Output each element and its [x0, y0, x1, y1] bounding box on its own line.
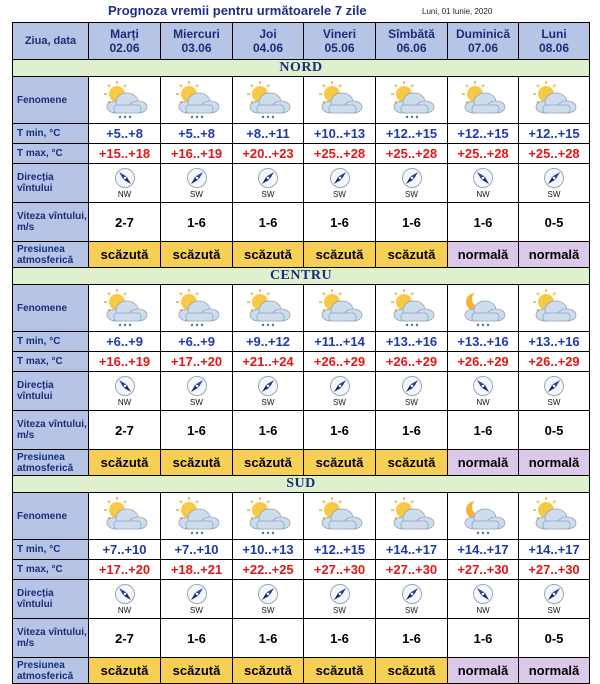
wind-direction-cell	[89, 580, 161, 619]
weather-cell	[161, 493, 233, 540]
tmin-label: T min, °C	[13, 540, 89, 560]
wind-speed-value: 1-6	[448, 411, 519, 450]
wind-direction-cell	[161, 580, 233, 619]
wind-compass-icon	[472, 583, 494, 605]
header-row	[13, 23, 590, 60]
wind-direction-cell	[448, 372, 519, 411]
day-name: Sîmbătă	[388, 27, 435, 41]
day-header	[89, 23, 161, 60]
weather-cell	[233, 285, 304, 332]
tmax-value: +27..+30	[448, 560, 519, 580]
wind-direction-cell	[519, 580, 590, 619]
region-name: SUD	[13, 476, 590, 493]
moon-cloud-rain-icon	[454, 288, 512, 328]
tmax-value: +17..+20	[89, 560, 161, 580]
pres-row	[13, 658, 590, 684]
pressure-value: scăzută	[304, 242, 376, 268]
wind-direction-label: SW	[547, 606, 561, 615]
pressure-value: scăzută	[89, 450, 161, 476]
tmin-value: +9..+12	[233, 332, 304, 352]
wind-compass-icon	[186, 583, 208, 605]
wind-speed-value: 1-6	[233, 619, 304, 658]
weather-cell	[519, 77, 590, 124]
pressure-value: scăzută	[161, 242, 233, 268]
dir-label: Direcția vîntului	[13, 580, 89, 619]
weather-cell	[376, 493, 448, 540]
wind-direction-label: SW	[405, 398, 418, 407]
sun-cloud-rain-icon	[168, 80, 226, 120]
wind-row	[13, 411, 590, 450]
wind-direction-cell	[304, 164, 376, 203]
tmax-value: +25..+28	[519, 144, 590, 164]
wind-direction-label: SW	[547, 190, 561, 199]
tmax-value: +15..+18	[89, 144, 161, 164]
current-date: Luni, 01 Iunie, 2020	[422, 7, 493, 16]
day-name: Marți	[110, 27, 139, 41]
pressure-value: normală	[519, 242, 590, 268]
wind-compass-icon	[186, 375, 208, 397]
tmax-value: +25..+28	[448, 144, 519, 164]
pressure-value: normală	[519, 658, 590, 684]
wind-direction	[448, 583, 518, 615]
wind-direction	[161, 375, 232, 407]
pressure-value: scăzută	[89, 658, 161, 684]
fenomene-label: Fenomene	[13, 285, 89, 332]
wind-compass-icon	[401, 375, 423, 397]
wind-direction-label: NW	[476, 398, 490, 407]
day-date: 03.06	[181, 41, 212, 55]
fenomene-row	[13, 493, 590, 540]
day-name: Miercuri	[173, 27, 220, 41]
weather-cell	[161, 77, 233, 124]
weather-cell	[89, 493, 161, 540]
wind-speed-value: 0-5	[519, 619, 590, 658]
tmin-value: +7..+10	[89, 540, 161, 560]
day-date: 04.06	[252, 41, 284, 55]
sun-cloud-rain-icon	[383, 80, 441, 120]
pressure-value: normală	[448, 450, 519, 476]
wind-direction-label: NW	[117, 190, 132, 199]
wind-direction	[89, 167, 160, 199]
weather-cell	[376, 77, 448, 124]
wind-speed-value: 1-6	[161, 411, 233, 450]
wind-direction	[161, 583, 232, 615]
wind-compass-icon	[472, 375, 494, 397]
wind-direction-cell	[376, 372, 448, 411]
fenomene-row	[13, 77, 590, 124]
tmax-value: +16..+19	[161, 144, 233, 164]
region-name: NORD	[13, 60, 590, 77]
page-title: Prognoza vremii pentru următoarele 7 zile	[108, 3, 367, 18]
wind-direction	[233, 583, 303, 615]
wind-direction-cell	[161, 372, 233, 411]
weather-cell	[89, 285, 161, 332]
wind-label: Viteza vîntului, m/s	[13, 203, 89, 242]
wind-direction	[448, 375, 518, 407]
wind-compass-icon	[401, 583, 423, 605]
day-date: 05.06	[324, 41, 355, 55]
weather-cell	[161, 285, 233, 332]
tmin-value: +10..+13	[233, 540, 304, 560]
tmax-value: +21..+24	[233, 352, 304, 372]
sun-cloud-icon	[311, 496, 369, 536]
pressure-value: scăzută	[304, 450, 376, 476]
wind-compass-icon	[472, 167, 494, 189]
day-header	[376, 23, 448, 60]
tmax-value: +22..+25	[233, 560, 304, 580]
tmax-row	[13, 352, 590, 372]
tmax-value: +16..+19	[89, 352, 161, 372]
pressure-value: normală	[448, 658, 519, 684]
tmin-value: +13..+16	[519, 332, 590, 352]
region-row	[13, 476, 590, 493]
tmin-label: T min, °C	[13, 124, 89, 144]
sun-cloud-icon	[383, 496, 441, 536]
weather-cell	[448, 493, 519, 540]
wind-direction-label: SW	[261, 190, 275, 199]
wind-direction	[376, 375, 447, 407]
pres-label: Presiunea atmosferică	[13, 242, 89, 268]
wind-compass-icon	[329, 375, 351, 397]
tmin-value: +5..+8	[89, 124, 161, 144]
pressure-value: scăzută	[304, 658, 376, 684]
tmax-value: +26..+29	[304, 352, 376, 372]
wind-speed-value: 1-6	[304, 619, 376, 658]
tmin-value: +12..+15	[448, 124, 519, 144]
tmin-value: +14..+17	[376, 540, 448, 560]
pres-label: Presiunea atmosferică	[13, 450, 89, 476]
wind-compass-icon	[401, 167, 423, 189]
wind-direction-cell	[89, 164, 161, 203]
dir-row	[13, 164, 590, 203]
tmax-value: +26..+29	[448, 352, 519, 372]
tmax-value: +18..+21	[161, 560, 233, 580]
tmin-value: +12..+15	[519, 124, 590, 144]
pressure-value: scăzută	[376, 242, 448, 268]
fenomene-row	[13, 285, 590, 332]
weather-cell	[233, 493, 304, 540]
wind-direction	[233, 375, 303, 407]
tmax-value: +20..+23	[233, 144, 304, 164]
day-header	[233, 23, 304, 60]
wind-speed-value: 2-7	[89, 411, 161, 450]
title-bar	[0, 0, 600, 22]
wind-direction-label: NW	[117, 398, 132, 407]
weather-cell	[233, 77, 304, 124]
sun-cloud-icon	[454, 80, 512, 120]
sun-cloud-icon	[525, 288, 583, 328]
wind-direction-label: SW	[190, 190, 203, 199]
wind-direction-cell	[304, 372, 376, 411]
dir-row	[13, 580, 590, 619]
wind-speed-value: 1-6	[233, 203, 304, 242]
wind-direction-label: SW	[405, 190, 418, 199]
tmin-value: +10..+13	[304, 124, 376, 144]
wind-speed-value: 1-6	[376, 619, 448, 658]
tmin-value: +5..+8	[161, 124, 233, 144]
day-name: Luni	[541, 27, 567, 41]
wind-direction	[304, 167, 375, 199]
region-row	[13, 60, 590, 77]
day-name: Vineri	[322, 27, 357, 41]
tmax-value: +27..+30	[304, 560, 376, 580]
wind-direction-cell	[376, 164, 448, 203]
wind-compass-icon	[186, 167, 208, 189]
wind-compass-icon	[329, 583, 351, 605]
wind-compass-icon	[543, 375, 565, 397]
wind-compass-icon	[543, 583, 565, 605]
wind-direction-cell	[233, 372, 304, 411]
day-header	[161, 23, 233, 60]
wind-direction-cell	[448, 580, 519, 619]
sun-cloud-rain-icon	[239, 80, 297, 120]
tmin-value: +14..+17	[519, 540, 590, 560]
sun-cloud-icon	[525, 80, 583, 120]
wind-row	[13, 619, 590, 658]
tmin-value: +13..+16	[376, 332, 448, 352]
wind-direction-label: NW	[476, 190, 490, 199]
wind-label: Viteza vîntului, m/s	[13, 411, 89, 450]
weather-cell	[304, 493, 376, 540]
wind-direction-label: NW	[117, 606, 132, 615]
tmax-value: +26..+29	[519, 352, 590, 372]
sun-cloud-icon	[311, 288, 369, 328]
wind-direction	[448, 167, 518, 199]
dir-label: Direcția vîntului	[13, 164, 89, 203]
wind-speed-value: 1-6	[304, 411, 376, 450]
tmin-row	[13, 332, 590, 352]
weather-cell	[448, 77, 519, 124]
tmin-value: +12..+15	[304, 540, 376, 560]
wind-speed-value: 2-7	[89, 203, 161, 242]
sun-cloud-rain-icon	[239, 496, 297, 536]
day-name: Joi	[259, 27, 277, 41]
wind-direction	[519, 167, 589, 199]
fenomene-label: Fenomene	[13, 77, 89, 124]
tmax-row	[13, 144, 590, 164]
sun-cloud-rain-icon	[383, 288, 441, 328]
wind-direction-label: SW	[261, 398, 275, 407]
pressure-value: scăzută	[376, 658, 448, 684]
wind-speed-value: 1-6	[448, 203, 519, 242]
pressure-value: scăzută	[233, 242, 304, 268]
tmax-value: +27..+30	[519, 560, 590, 580]
wind-speed-value: 0-5	[519, 411, 590, 450]
wind-direction	[304, 375, 375, 407]
pressure-value: normală	[519, 450, 590, 476]
weather-cell	[304, 77, 376, 124]
day-date: 08.06	[538, 41, 570, 55]
pressure-value: scăzută	[161, 450, 233, 476]
wind-direction-label: SW	[333, 190, 346, 199]
sun-cloud-icon	[311, 80, 369, 120]
wind-row	[13, 203, 590, 242]
wind-direction	[161, 167, 232, 199]
wind-compass-icon	[257, 583, 279, 605]
day-date: 07.06	[467, 41, 499, 55]
wind-label: Viteza vîntului, m/s	[13, 619, 89, 658]
tmin-value: +7..+10	[161, 540, 233, 560]
wind-direction-label: SW	[547, 398, 561, 407]
wind-direction	[519, 375, 589, 407]
wind-compass-icon	[543, 167, 565, 189]
tmax-label: T max, °C	[13, 560, 89, 580]
wind-direction-label: NW	[476, 606, 490, 615]
pressure-value: scăzută	[233, 450, 304, 476]
wind-direction-label: SW	[261, 606, 275, 615]
pres-row	[13, 450, 590, 476]
wind-direction-cell	[161, 164, 233, 203]
weather-cell	[376, 285, 448, 332]
wind-direction	[376, 167, 447, 199]
day-header	[448, 23, 519, 60]
dir-row	[13, 372, 590, 411]
tmax-value: +27..+30	[376, 560, 448, 580]
region-name: CENTRU	[13, 268, 590, 285]
tmin-label: T min, °C	[13, 332, 89, 352]
tmin-value: +6..+9	[161, 332, 233, 352]
sun-cloud-rain-icon	[239, 288, 297, 328]
wind-speed-value: 1-6	[448, 619, 519, 658]
wind-direction-cell	[233, 580, 304, 619]
wind-compass-icon	[329, 167, 351, 189]
tmax-value: +17..+20	[161, 352, 233, 372]
wind-direction	[89, 583, 160, 615]
wind-direction	[304, 583, 375, 615]
day-name: Duminică	[455, 27, 510, 41]
wind-speed-value: 1-6	[376, 203, 448, 242]
tmin-value: +6..+9	[89, 332, 161, 352]
wind-compass-icon	[257, 167, 279, 189]
tmax-label: T max, °C	[13, 144, 89, 164]
day-header	[304, 23, 376, 60]
forecast-table	[12, 22, 590, 684]
sun-cloud-icon	[525, 496, 583, 536]
sun-cloud-icon	[96, 496, 154, 536]
wind-compass-icon	[257, 375, 279, 397]
tmax-value: +26..+29	[376, 352, 448, 372]
tmax-label: T max, °C	[13, 352, 89, 372]
weather-cell	[89, 77, 161, 124]
wind-speed-value: 2-7	[89, 619, 161, 658]
sun-cloud-rain-icon	[168, 288, 226, 328]
day-date: 02.06	[109, 41, 140, 55]
wind-direction-cell	[519, 164, 590, 203]
wind-direction-cell	[304, 580, 376, 619]
forecast-body	[13, 23, 590, 684]
wind-speed-value: 1-6	[161, 203, 233, 242]
tmax-value: +25..+28	[376, 144, 448, 164]
header-label: Ziua, data	[13, 23, 89, 60]
sun-cloud-rain-icon	[96, 288, 154, 328]
wind-compass-icon	[114, 583, 136, 605]
wind-speed-value: 1-6	[233, 411, 304, 450]
dir-label: Direcția vîntului	[13, 372, 89, 411]
pressure-value: scăzută	[89, 242, 161, 268]
tmin-row	[13, 540, 590, 560]
wind-direction-cell	[519, 372, 590, 411]
tmin-row	[13, 124, 590, 144]
pres-label: Presiunea atmosferică	[13, 658, 89, 684]
tmin-value: +8..+11	[233, 124, 304, 144]
wind-speed-value: 1-6	[304, 203, 376, 242]
wind-direction-label: SW	[190, 398, 203, 407]
tmax-row	[13, 560, 590, 580]
wind-direction-cell	[89, 372, 161, 411]
moon-cloud-rain-icon	[454, 496, 512, 536]
weather-cell	[519, 285, 590, 332]
tmin-value: +14..+17	[448, 540, 519, 560]
sun-cloud-rain-icon	[96, 80, 154, 120]
wind-direction-cell	[233, 164, 304, 203]
wind-speed-value: 1-6	[376, 411, 448, 450]
day-date: 06.06	[396, 41, 427, 55]
weather-cell	[304, 285, 376, 332]
wind-compass-icon	[114, 375, 136, 397]
wind-speed-value: 0-5	[519, 203, 590, 242]
pressure-value: normală	[448, 242, 519, 268]
wind-direction-label: SW	[333, 606, 346, 615]
wind-direction-label: SW	[190, 606, 203, 615]
day-header	[519, 23, 590, 60]
wind-direction	[233, 167, 303, 199]
pressure-value: scăzută	[376, 450, 448, 476]
sun-cloud-rain-icon	[168, 496, 226, 536]
fenomene-label: Fenomene	[13, 493, 89, 540]
tmin-value: +11..+14	[304, 332, 376, 352]
pres-row	[13, 242, 590, 268]
tmin-value: +13..+16	[448, 332, 519, 352]
tmin-value: +12..+15	[376, 124, 448, 144]
wind-direction-cell	[376, 580, 448, 619]
region-row	[13, 268, 590, 285]
wind-compass-icon	[114, 167, 136, 189]
wind-direction	[89, 375, 160, 407]
pressure-value: scăzută	[161, 658, 233, 684]
wind-direction-label: SW	[405, 606, 418, 615]
wind-speed-value: 1-6	[161, 619, 233, 658]
tmax-value: +25..+28	[304, 144, 376, 164]
pressure-value: scăzută	[233, 658, 304, 684]
wind-direction	[376, 583, 447, 615]
wind-direction-cell	[448, 164, 519, 203]
wind-direction-label: SW	[333, 398, 346, 407]
weather-cell	[519, 493, 590, 540]
wind-direction	[519, 583, 589, 615]
weather-cell	[448, 285, 519, 332]
